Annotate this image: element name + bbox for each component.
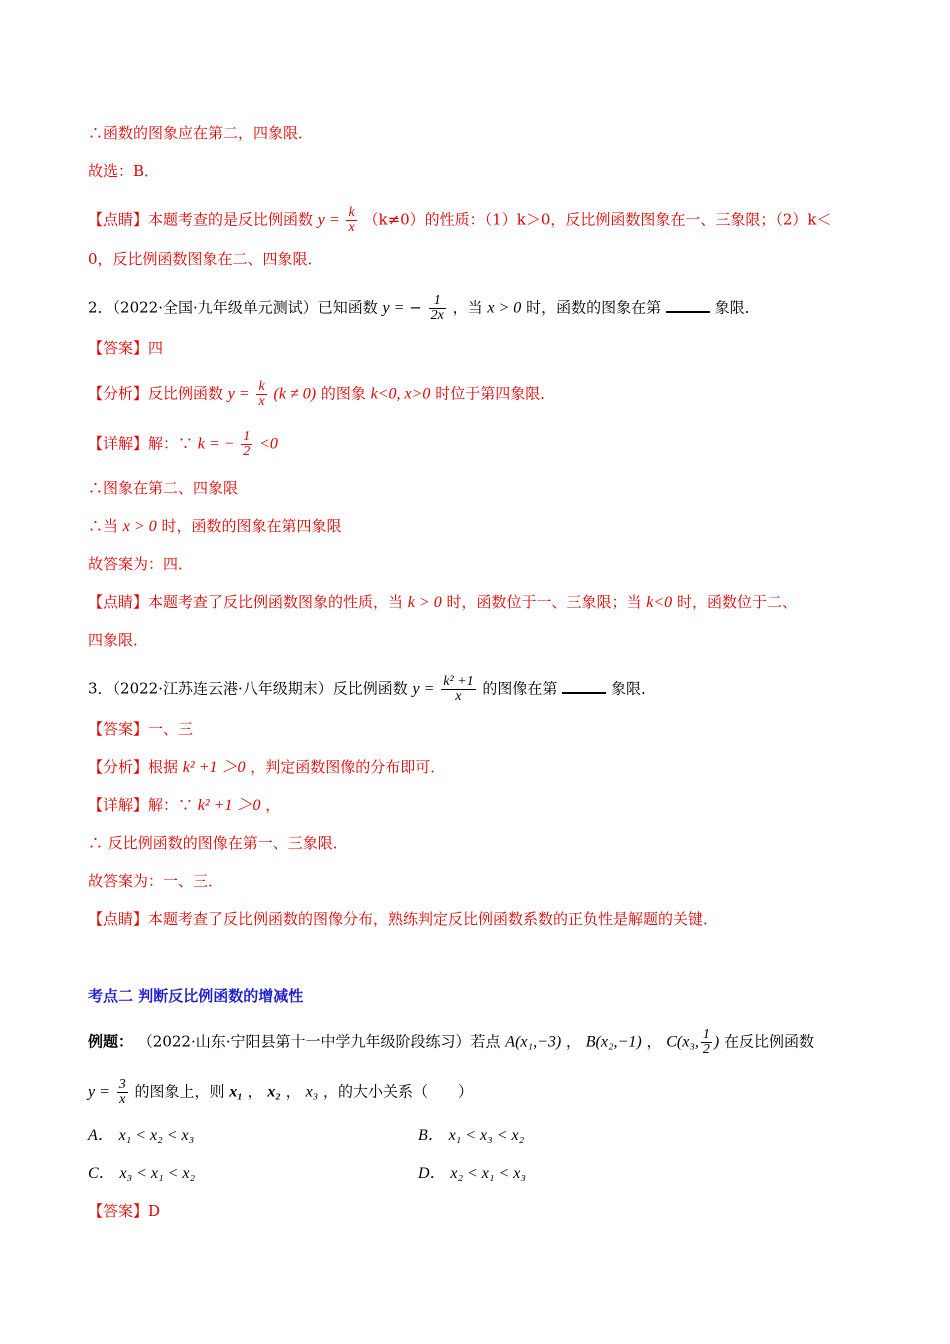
math-point-c: C(x₃, bbox=[666, 1033, 699, 1051]
detail-3 bbox=[88, 794, 862, 817]
numerator: k bbox=[348, 205, 355, 220]
question-2 bbox=[88, 294, 862, 323]
math-x-gt-0: x > 0 bbox=[487, 299, 522, 317]
text: 【点睛】本题考查了反比例函数的图像分布，熟练判定反比例函数系数的正负性是解题的关键． bbox=[88, 910, 719, 928]
text: ∴函数的图象应在第二，四象限． bbox=[88, 124, 314, 142]
fraction-1-over-2 bbox=[241, 430, 252, 459]
text: 故选：B． bbox=[88, 162, 160, 180]
section-heading bbox=[88, 985, 862, 1007]
fraction-3-over-x bbox=[117, 1078, 128, 1107]
text: 0，反比例函数图象在二、四象限． bbox=[88, 250, 323, 268]
text: ，的大小关系（ ） bbox=[323, 1082, 474, 1101]
text: 时，函数的图象在第 bbox=[526, 298, 662, 317]
option-letter: B． bbox=[418, 1127, 444, 1144]
text: ∴图象在第二、四象限 bbox=[88, 479, 239, 497]
math-minus: − bbox=[409, 298, 422, 317]
option-expr: x₁ < x₃ < x₂ bbox=[448, 1127, 525, 1144]
text: 故答案为：四． bbox=[88, 555, 194, 573]
denominator: x bbox=[258, 394, 265, 409]
fraction-1-over-2 bbox=[701, 1028, 712, 1057]
answer-blank bbox=[562, 678, 606, 694]
math-close: ) bbox=[713, 1033, 720, 1051]
step-3 bbox=[88, 553, 862, 575]
math-k-eq: k = − bbox=[197, 435, 235, 453]
text: 【答案】D bbox=[88, 1202, 161, 1220]
denominator: 2 bbox=[702, 1042, 710, 1057]
comment-line-1 bbox=[88, 206, 862, 235]
numerator: k² +1 bbox=[443, 674, 474, 689]
option-d[interactable] bbox=[418, 1162, 526, 1185]
denominator: x bbox=[348, 220, 355, 235]
step-3-1 bbox=[88, 832, 862, 854]
text: 象限． bbox=[714, 298, 760, 317]
text: 时，函数位于一、三象限；当 bbox=[446, 593, 642, 611]
comment-2 bbox=[88, 591, 862, 614]
example-line-1 bbox=[88, 1028, 862, 1057]
text: 【答案】四 bbox=[88, 339, 164, 357]
math-k2p1-gt0: k² +1 ＞0 bbox=[182, 759, 246, 776]
math-lt0: <0 bbox=[259, 435, 278, 453]
fraction-k2p1-over-x bbox=[441, 675, 475, 704]
math-y-eq: y = bbox=[227, 385, 250, 403]
math-y-eq: y = bbox=[88, 1083, 110, 1101]
step-3-2 bbox=[88, 870, 862, 892]
analysis-2 bbox=[88, 380, 862, 409]
math-x3: x₃ bbox=[305, 1083, 319, 1101]
math-y-eq: y = bbox=[412, 680, 435, 698]
numerator: k bbox=[258, 379, 265, 394]
text: ∴当 bbox=[88, 517, 119, 535]
comment-line-2 bbox=[88, 248, 862, 270]
option-letter: D． bbox=[418, 1165, 446, 1182]
numerator: 1 bbox=[433, 293, 441, 308]
math-y-eq: y = bbox=[382, 299, 405, 317]
math-x2: x₂ bbox=[267, 1083, 281, 1101]
option-letter: A． bbox=[88, 1127, 114, 1144]
text: 【答案】一、三 bbox=[88, 720, 194, 738]
text: 象限． bbox=[610, 679, 656, 698]
text: 【点睛】本题考查的是反比例函数 bbox=[88, 210, 314, 229]
text: 2．（2022·全国·九年级单元测试）已知函数 bbox=[88, 298, 378, 317]
sep: ， bbox=[285, 1082, 301, 1101]
numerator: 1 bbox=[243, 429, 251, 444]
heading-text: 考点二 判断反比例函数的增减性 bbox=[88, 987, 304, 1005]
math-k2p1-gt0: k² +1 ＞0 bbox=[197, 797, 261, 814]
step-1 bbox=[88, 477, 862, 499]
text: 3．（2022·江苏连云港·八年级期末）反比例函数 bbox=[88, 679, 408, 698]
option-c[interactable] bbox=[88, 1162, 195, 1185]
step-2 bbox=[88, 515, 862, 538]
text: （k≠0）的性质：（1）k＞0，反比例函数图象在一、三象限；（2）k＜ bbox=[363, 210, 832, 229]
text: 时，函数位于二、 bbox=[676, 593, 797, 611]
option-expr: x₁ < x₂ < x₃ bbox=[118, 1127, 195, 1144]
text: 【详解】解：∵ bbox=[88, 796, 194, 814]
question-3 bbox=[88, 675, 862, 704]
text: 在反比例函数 bbox=[724, 1032, 815, 1051]
math-point-b: B(x₂,−1) bbox=[585, 1033, 642, 1051]
answer-2 bbox=[88, 337, 862, 359]
text: ，当 bbox=[452, 298, 483, 317]
text: 【分析】反比例函数 bbox=[88, 384, 224, 403]
math-point-a: A(x₁,−3) bbox=[505, 1033, 562, 1051]
denominator: 2 bbox=[243, 444, 251, 459]
fraction-k-over-x bbox=[256, 380, 266, 409]
math-x1: x₁ bbox=[229, 1083, 243, 1101]
denominator: 2x bbox=[430, 308, 444, 323]
analysis-3 bbox=[88, 756, 862, 779]
text: 的图象 bbox=[320, 384, 366, 403]
answer-blank bbox=[666, 297, 710, 313]
fraction-k-over-x bbox=[346, 206, 356, 235]
numerator: 3 bbox=[118, 1077, 126, 1092]
answer-3 bbox=[88, 718, 862, 740]
comment-2-cont bbox=[88, 629, 862, 651]
math-k-gt-0: k > 0 bbox=[407, 594, 442, 611]
math-x-gt-0: x > 0 bbox=[122, 518, 157, 535]
text: ， bbox=[265, 796, 281, 814]
text: 【详解】解：∵ bbox=[88, 434, 194, 453]
analysis-conclusion bbox=[88, 122, 862, 144]
math-k-lt-0: k<0 bbox=[646, 594, 673, 611]
text: 四象限． bbox=[88, 631, 149, 649]
option-b[interactable] bbox=[418, 1124, 524, 1147]
text: 的图象上，则 bbox=[134, 1082, 225, 1101]
sep: ， bbox=[247, 1082, 263, 1101]
text: ∴ 反比例函数的图像在第一、三象限． bbox=[88, 834, 348, 852]
comment-3 bbox=[88, 908, 862, 930]
text: 的图像在第 bbox=[482, 679, 558, 698]
math-condition: k<0, x>0 bbox=[370, 385, 431, 403]
text: 故答案为：一、三． bbox=[88, 872, 224, 890]
denominator: x bbox=[117, 1092, 128, 1107]
answer-example bbox=[88, 1200, 862, 1222]
math-k-neq-0: (k ≠ 0) bbox=[273, 385, 317, 403]
option-letter: C． bbox=[88, 1165, 115, 1182]
example-label: 例题： bbox=[88, 1032, 134, 1051]
fraction-1-over-2x bbox=[429, 294, 446, 323]
sep: ， bbox=[646, 1032, 662, 1051]
text: 【分析】根据 bbox=[88, 758, 179, 776]
text: （2022·山东·宁阳县第十一中学九年级阶段练习）若点 bbox=[137, 1032, 501, 1051]
text: 时位于第四象限． bbox=[435, 384, 556, 403]
example-line-2 bbox=[88, 1078, 862, 1107]
text: ，判定函数图像的分布即可． bbox=[250, 758, 446, 776]
sep: ， bbox=[565, 1032, 581, 1051]
denominator: x bbox=[441, 689, 475, 704]
detail-2 bbox=[88, 430, 862, 459]
option-a[interactable] bbox=[88, 1124, 194, 1147]
math-y-eq: y = bbox=[317, 211, 340, 229]
option-expr: x₂ < x₁ < x₃ bbox=[450, 1165, 526, 1182]
numerator: 1 bbox=[702, 1027, 710, 1042]
choice-line bbox=[88, 160, 862, 182]
option-expr: x₃ < x₁ < x₂ bbox=[119, 1165, 196, 1182]
text: 【点睛】本题考查了反比例函数图象的性质，当 bbox=[88, 593, 404, 611]
text: 时，函数的图象在第四象限 bbox=[161, 517, 342, 535]
